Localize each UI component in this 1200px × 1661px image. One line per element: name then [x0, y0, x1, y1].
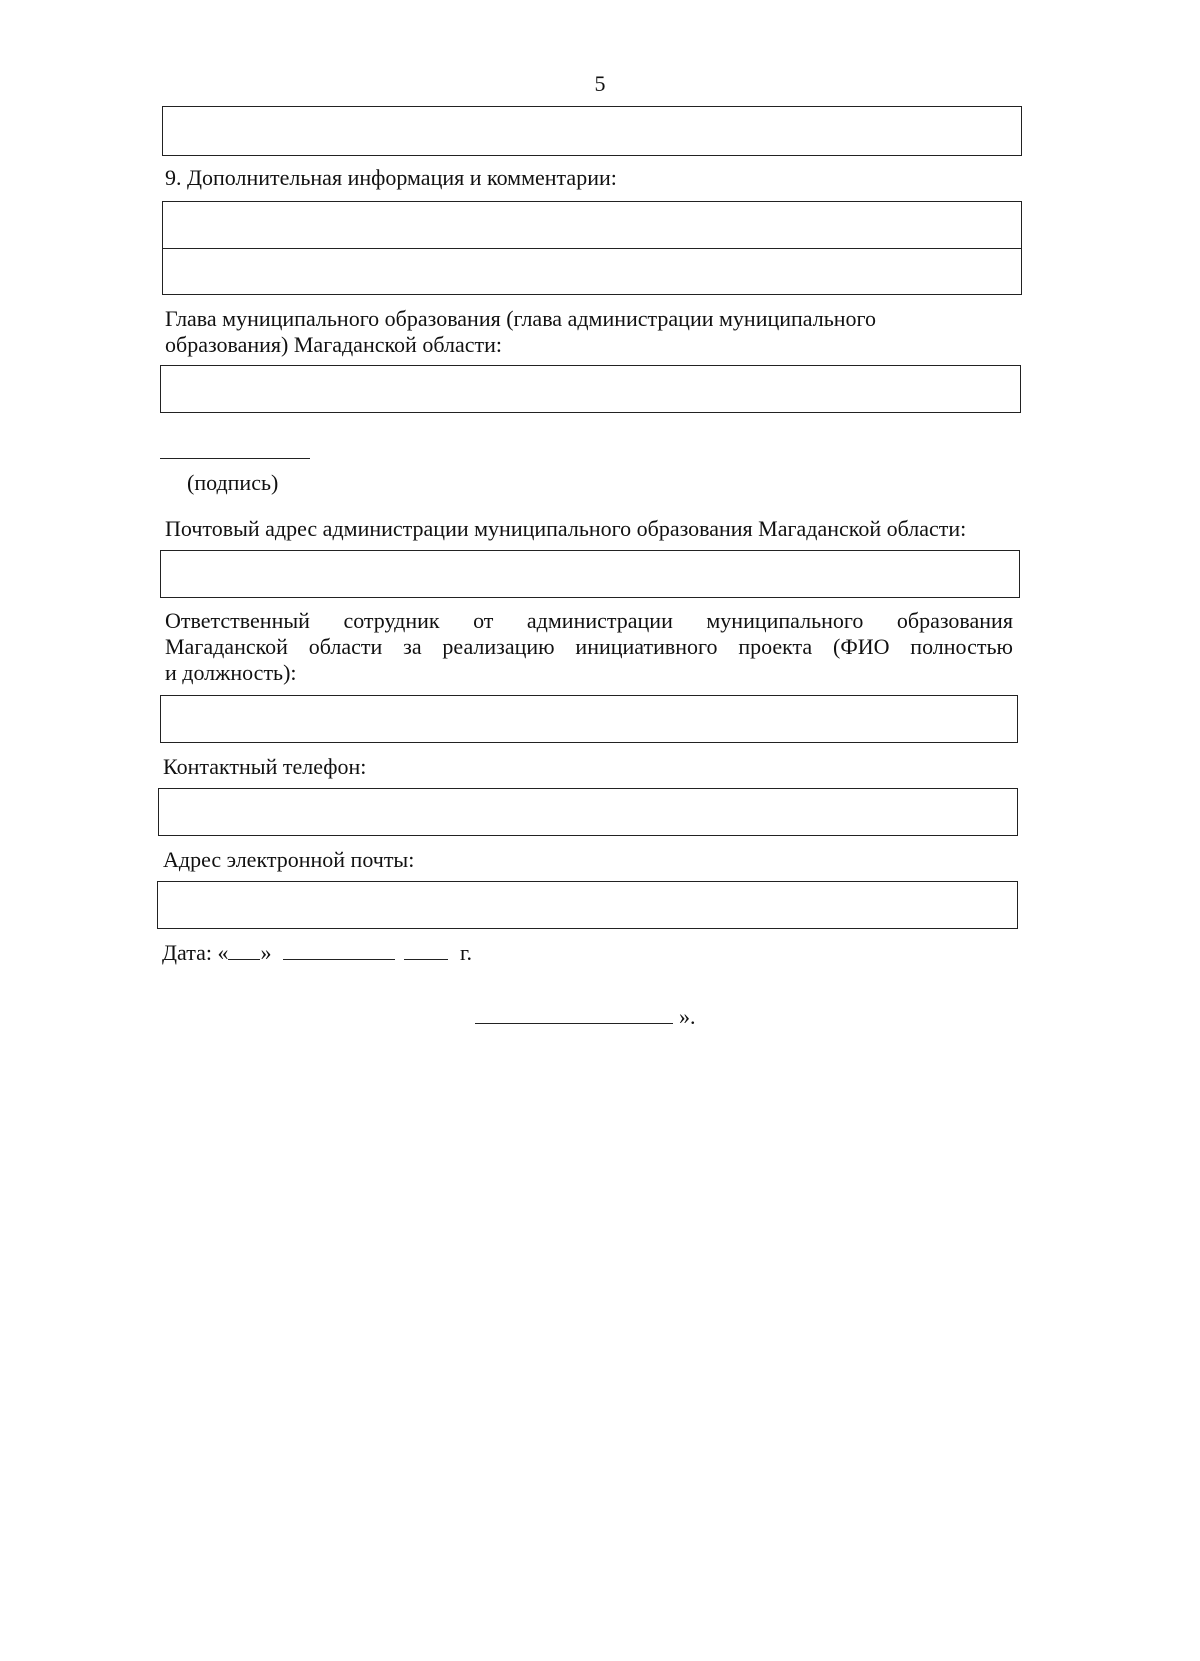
signature-caption: (подпись): [187, 470, 279, 495]
date-prefix: Дата: «: [162, 940, 229, 965]
date-day-blank[interactable]: [228, 939, 260, 960]
closing-line: [475, 1003, 696, 1031]
email-label: Адрес электронной почты:: [163, 847, 415, 872]
responsible-label-line-3: и должность):: [165, 660, 297, 685]
responsible-employee-box[interactable]: [160, 695, 1018, 743]
postal-address-box[interactable]: [160, 550, 1020, 598]
date-line: [162, 939, 472, 967]
phone-box[interactable]: [158, 788, 1018, 836]
closing-quote: ».: [679, 1004, 696, 1029]
resp-word: от: [473, 608, 494, 633]
previous-section-answer-box[interactable]: [162, 106, 1022, 156]
head-name-box[interactable]: [160, 365, 1021, 413]
phone-label: Контактный телефон:: [163, 754, 367, 779]
resp-word: Магаданской: [165, 634, 288, 659]
resp-word: области: [308, 634, 383, 659]
page-number: 5: [594, 71, 606, 96]
resp-word: (ФИО: [833, 634, 890, 659]
resp-word: полностью: [910, 634, 1013, 659]
resp-word: образования: [896, 608, 1013, 633]
additional-info-box[interactable]: [162, 201, 1022, 295]
date-year-suffix: г.: [459, 940, 473, 965]
resp-word: за: [403, 634, 422, 659]
head-label-line-2: образования) Магаданской области:: [165, 332, 502, 357]
responsible-label-line-1: [165, 607, 1013, 634]
date-year-blank[interactable]: [404, 939, 448, 960]
resp-word: муниципального: [706, 608, 864, 633]
signature-line: [160, 458, 310, 459]
resp-word: Ответственный: [165, 608, 310, 633]
responsible-label-line-2: [165, 633, 1013, 660]
resp-word: сотрудник: [343, 608, 440, 633]
email-box[interactable]: [157, 881, 1018, 929]
postal-address-label: Почтовый адрес администрации муниципального образования Магаданской области:: [165, 516, 967, 541]
section-9-label: 9. Дополнительная информация и комментарии:: [165, 165, 617, 190]
resp-word: инициативного: [575, 634, 718, 659]
head-label-line-1: Глава муниципального образования (глава администрации муниципального: [165, 306, 877, 331]
additional-info-divider: [163, 248, 1021, 249]
resp-word: администрации: [526, 608, 673, 633]
date-close-quote: »: [260, 940, 272, 965]
closing-blank: [475, 1003, 673, 1024]
date-month-blank[interactable]: [283, 939, 395, 960]
resp-word: реализацию: [442, 634, 555, 659]
resp-word: проекта: [738, 634, 813, 659]
